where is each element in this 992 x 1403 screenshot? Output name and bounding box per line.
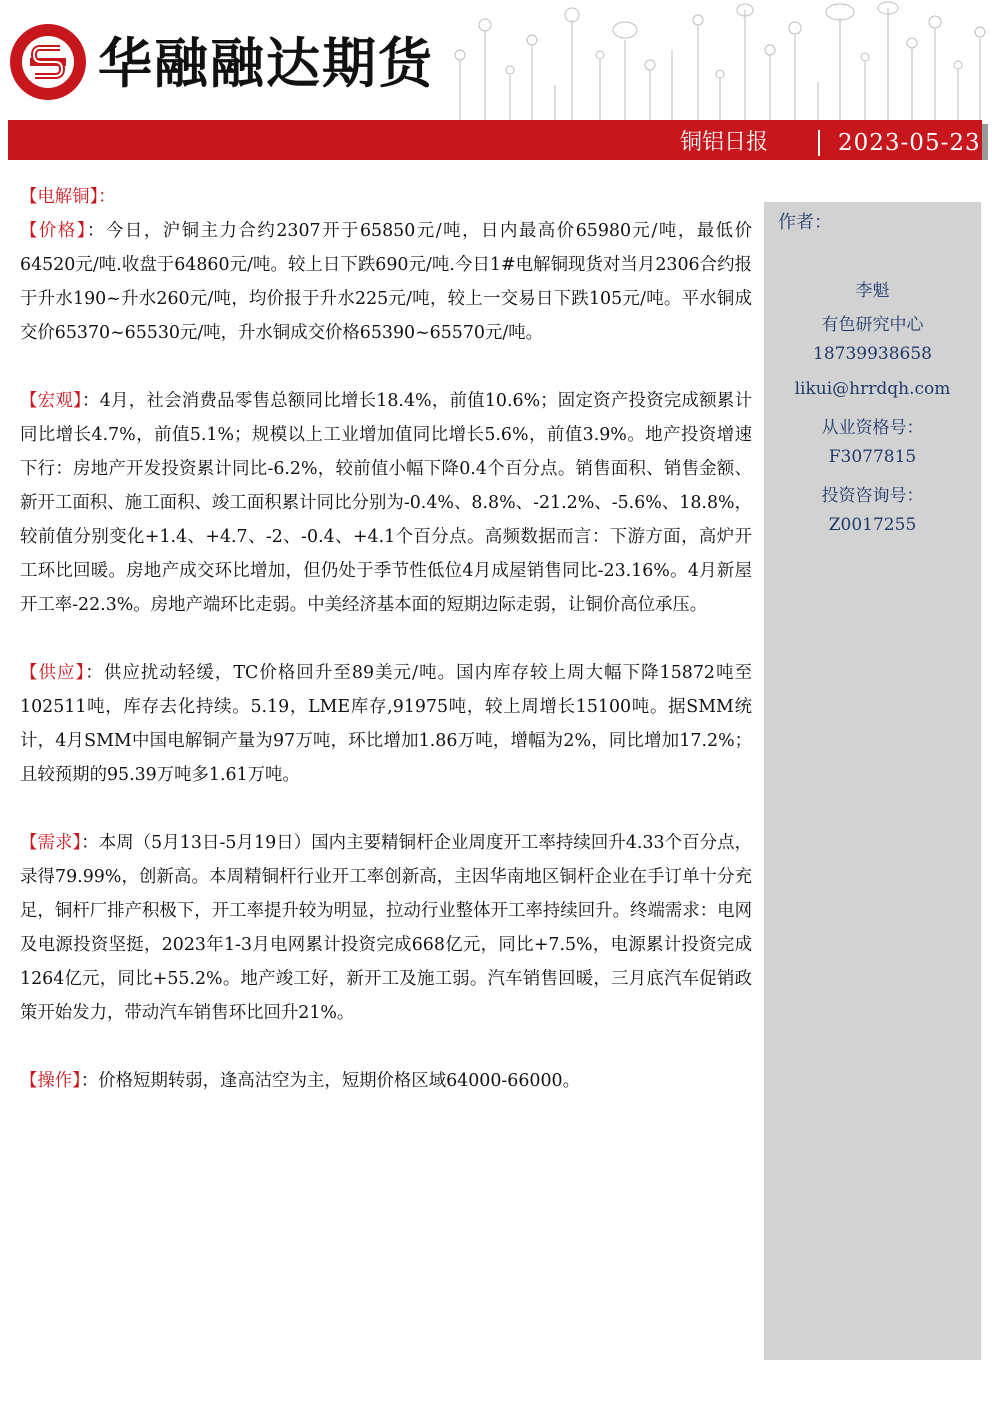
qualification-label: 从业资格号： (821, 418, 924, 438)
page-header (0, 0, 992, 165)
macro-text: ：4月，社会消费品零售总额同比增长18.4%，前值10.6%；固定资产投资完成额累计同比增长4.7%，前值5.1%；规模以上工业增加值同比增长5.6%，前值3.9%。地产投资增速下行：房地产开发投资累计同比-6.2%，较前值小幅下降0.4个百分点。销售面积、销售金额、新开工面积、施工面积、竣工面积累计同比分别为-0.4%、8.8%、-21.2%、-5.6%、18.8%，较前值分别变化+1.4、+4.7、-2、-0.4、+4.1个百分点。高频数据而言：下游方面，高炉开工环比回暖。房地产成交环比增加，但仍处于季节性低位4月成屋销售同比-23.16%。4月新屋开工率-22.3%。房地产端环比走弱。中美经济基本面的短期边际走弱，让铜价高位承压。 (20, 391, 752, 615)
price-paragraph (20, 214, 752, 350)
price-tag: 【价格】 (20, 221, 88, 241)
supply-text: ：供应扰动轻缓，TC价格回升至89美元/吨。国内库存较上周大幅下降15872吨至102511吨，库存去化持续。5.19，LME库存,91975吨，较上周增长15100吨。据SMM统计，4月SMM中国电解铜产量为97万吨，环比增加1.86万吨，增幅为2%，同比增加17.2%；且较预期的95.39万吨多1.61万吨。 (20, 663, 752, 785)
operation-tag: 【操作】 (20, 1071, 81, 1091)
supply-paragraph (20, 656, 752, 792)
demand-paragraph (20, 826, 752, 1030)
consult-label: 投资咨询号： (821, 486, 924, 506)
company-logo-icon (10, 24, 86, 100)
section-title (20, 180, 752, 214)
consult-number: Z0017255 (828, 515, 917, 535)
author-email: likui@hrrdqh.com (794, 379, 951, 399)
demand-text: ：本周（5月13日-5月19日）国内主要精铜杆企业周度开工率持续回升4.33个百分点，录得79.99%，创新高。本周精铜杆行业开工率创新高，主因华南地区铜杆企业在手订单十分充足，铜杆厂排产积极下，开工率提升较为明显，拉动行业整体开工率持续回升。终端需求：电网及电源投资坚挺，2023年1-3月电网累计投资完成668亿元，同比+7.5%，电源累计投资完成1264亿元，同比+55.2%。地产竣工好，新开工及施工弱。汽车销售回暖，三月底汽车促销政策开始发力，带动汽车销售环比回升21%。 (20, 833, 752, 1023)
author-name: 李魁 (855, 281, 890, 301)
demand-tag: 【需求】 (20, 833, 82, 853)
author-phone: 18739938658 (813, 344, 932, 364)
qualification-number: F3077815 (828, 447, 917, 467)
header-decoration (440, 0, 992, 120)
supply-tag: 【供应】 (20, 663, 86, 683)
operation-paragraph (20, 1064, 752, 1098)
report-title: 铜铝日报 (680, 130, 769, 155)
report-body (20, 180, 752, 1098)
price-text: ：今日，沪铜主力合约2307开于65850元/吨，日内最高价65980元/吨，最低价64520元/吨.收盘于64860元/吨。较上日下跌690元/吨.今日1#电解铜现货对当月2306合约报于升水190~升水260元/吨，均价报于升水225元/吨，较上一交易日下跌105元/吨。平水铜成交价65370~65530元/吨，升水铜成交价格65390~65570元/吨。 (20, 221, 752, 343)
author-sidebar (764, 202, 981, 1360)
title-divider (818, 130, 820, 156)
operation-text: ：价格短期转弱，逢高沽空为主，短期价格区域64000-66000。 (80, 1071, 580, 1091)
macro-tag: 【宏观】 (20, 391, 83, 411)
title-bar (8, 120, 982, 160)
report-date: 2023-05-23 (838, 130, 981, 156)
macro-paragraph (20, 384, 752, 622)
company-name: 华融融达期货 (98, 32, 434, 95)
author-label: 作者： (778, 212, 832, 233)
author-department: 有色研究中心 (821, 315, 924, 335)
section-title-text: 【电解铜】： (20, 187, 116, 207)
